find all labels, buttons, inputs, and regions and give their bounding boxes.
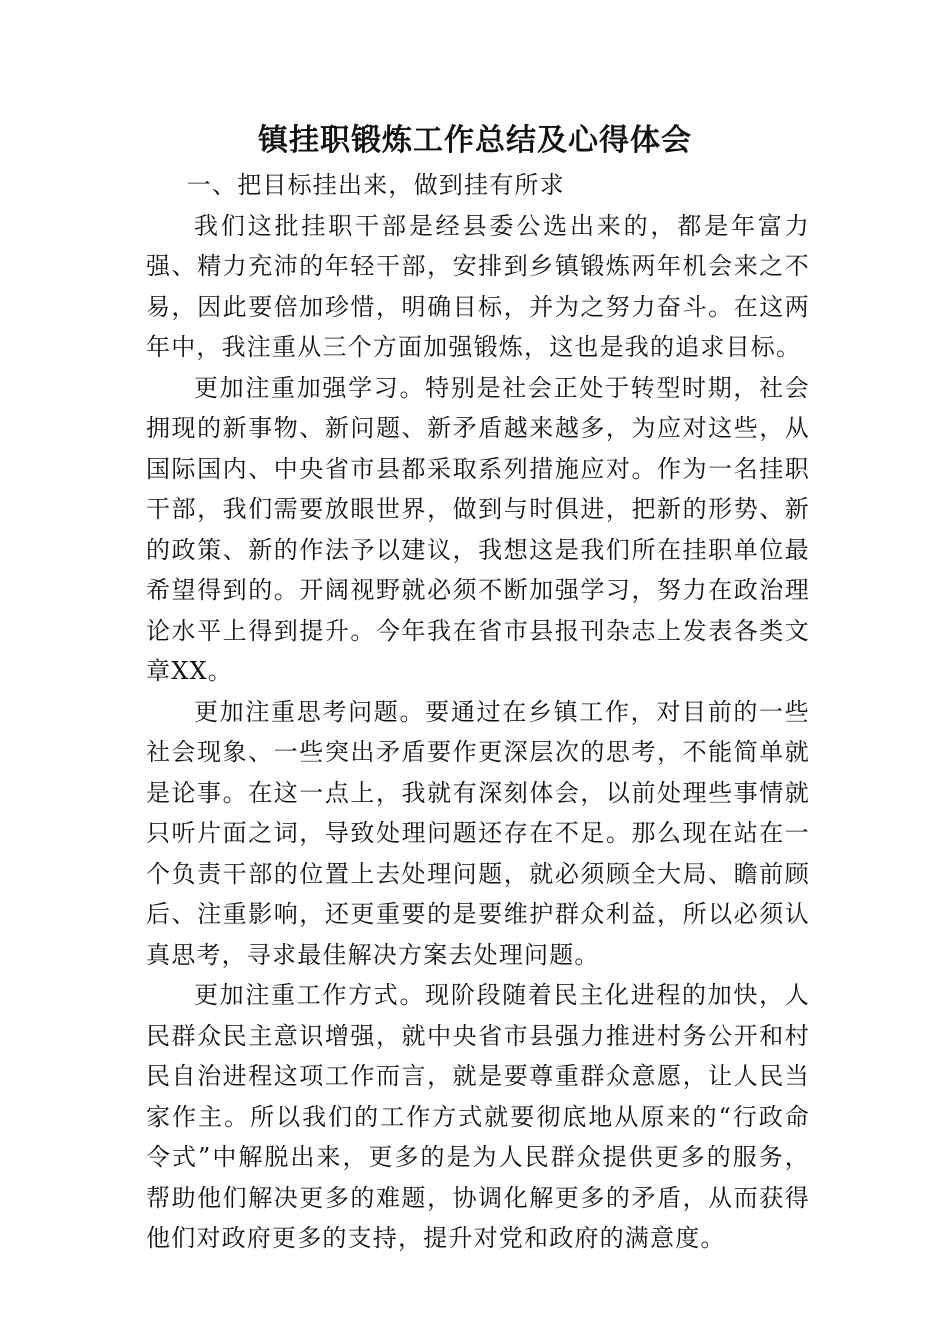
- paragraph-intro: 我们这批挂职干部是经县委公选出来的，都是年富力强、精力充沛的年轻干部，安排到乡镇锻炼两年机会来之不易，因此要倍加珍惜，明确目标，并为之努力奋斗。在这两年中，我注重从三个方面加强锻炼，这也是我的追求目标。: [146, 211, 810, 361]
- document-body: [146, 165, 810, 1259]
- paragraph-study: 更加注重加强学习。特别是社会正处于转型时期，社会拥现的新事物、新问题、新矛盾越来越多，为应对这些，从国际国内、中央省市县都采取系列措施应对。作为一名挂职干部，我们需要放眼世界，做到与时俱进，把新的形势、新的政策、新的作法予以建议，我想这是我们所在挂职单位最希望得到的。开阔视野就必须不断加强学习，努力在政治理论水平上得到提升。今年我在省市县报刊杂志上发表各类文章XX。: [146, 373, 810, 685]
- section-heading: 一、把目标挂出来，做到挂有所求: [186, 171, 565, 199]
- paragraph-thinking: 更加注重思考问题。要通过在乡镇工作，对目前的一些社会现象、一些突出矛盾要作更深层次的思考，不能简单就是论事。在这一点上，我就有深刻体会，以前处理些事情就只听片面之词，导致处理问题还存在不足。那么现在站在一个负责干部的位置上去处理问题，就必须顾全大局、瞻前顾后、注重影响，还更重要的是要维护群众利益，所以必须认真思考，寻求最佳解决方案去处理问题。: [146, 697, 810, 969]
- document-title: 镇挂职锻炼工作总结及心得体会: [258, 123, 692, 158]
- paragraph-work-method: 更加注重工作方式。现阶段随着民主化进程的加快，人民群众民主意识增强，就中央省市县强力推进村务公开和村民自治进程这项工作而言，就是要尊重群众意愿，让人民当家作主。所以我们的工作方式就要彻底地从原来的“行政命令式”中解脱出来，更多的是为人民群众提供更多的服务，帮助他们解决更多的难题，协调化解更多的矛盾，从而获得他们对政府更多的支持，提升对党和政府的满意度。: [146, 981, 810, 1252]
